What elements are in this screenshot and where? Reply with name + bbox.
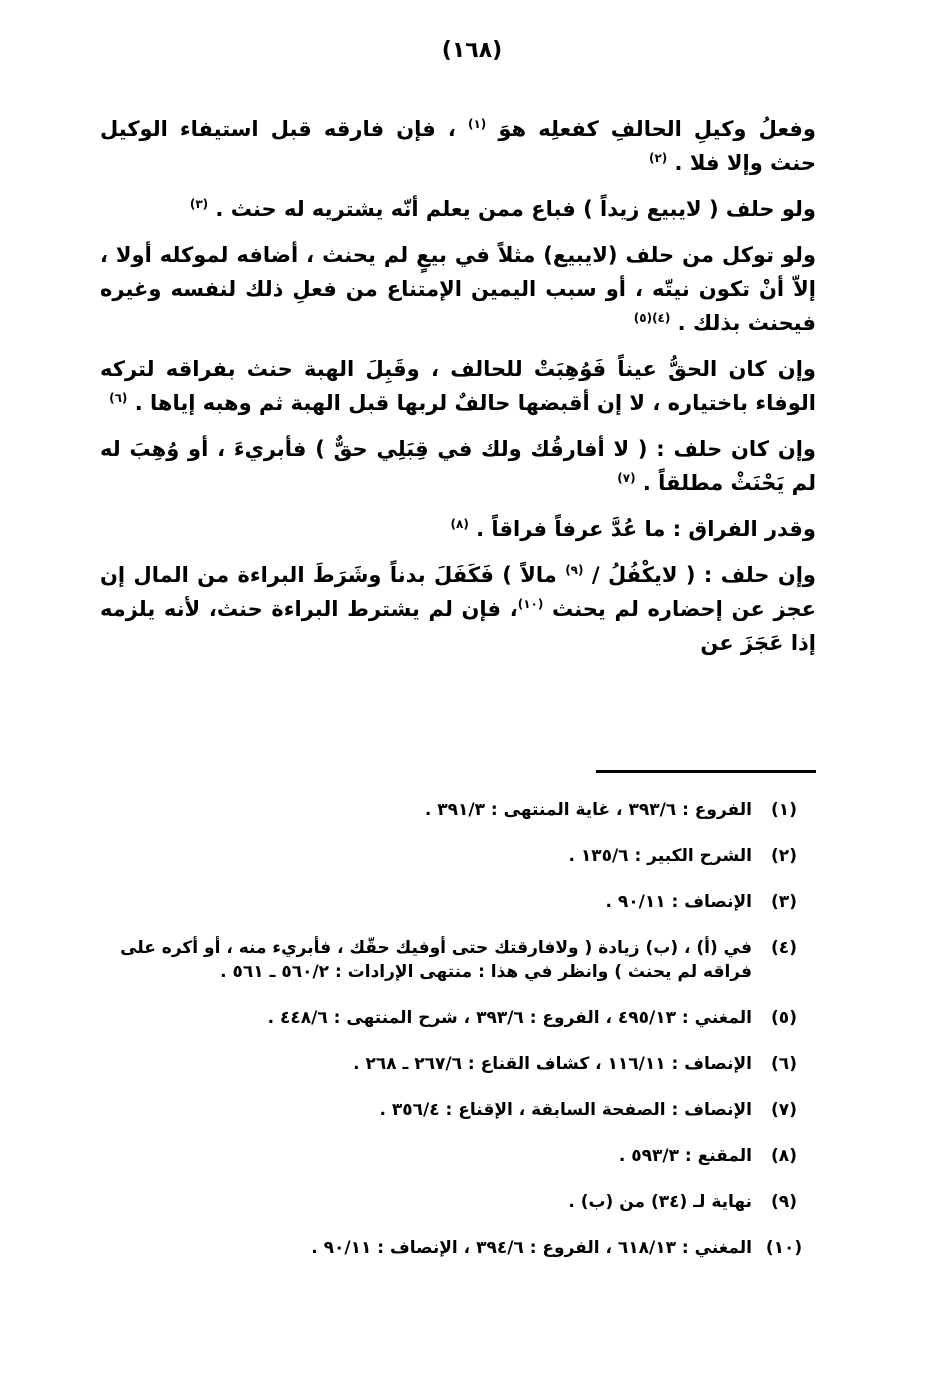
footnote-reference: (٢): [648, 151, 668, 165]
footnote-reference: (١٠): [517, 597, 544, 611]
paragraph: [100, 352, 816, 420]
paragraph: [100, 432, 816, 500]
footnote-number: (٢): [771, 846, 797, 866]
footnote: [100, 798, 816, 822]
paragraph-text: وإن حلف : ( لايكْفُلُ /: [583, 563, 816, 587]
footnote-text: الشرح الكبير : ١٣٥/٦ .: [568, 846, 752, 866]
footnote-text: في (أ) ، (ب) زيادة ( ولافارقتك حتى أوفيك حقّك ، فأبريء منه ، أو أكره على فراقه لم يحنث ) وانظر في هذا : منتهى الإرادات : ٥٦٠/٢ ـ ٥٦١ .: [120, 938, 752, 982]
paragraph: [100, 192, 816, 226]
footnote: [100, 1236, 816, 1260]
footnote-number: (١): [771, 800, 797, 820]
paragraph-text: مالاً ) فَكَفَلَ بدناً وشَرَطَ البراءة من المال إن عجز عن إحضاره لم يحنث: [100, 563, 816, 621]
paragraph: [100, 238, 816, 340]
footnote: [100, 890, 816, 914]
footnote: [100, 936, 816, 984]
footnote-number: (٦): [771, 1054, 797, 1074]
footnote-reference: (٤)(٥): [633, 311, 671, 325]
footnote: [100, 1190, 816, 1214]
footnote: [100, 844, 816, 868]
paragraph: [100, 112, 816, 180]
footnote-text: الإنصاف : ١١٦/١١ ، كشاف القناع : ٢٦٧/٦ ـ ٢٦٨ .: [353, 1054, 752, 1074]
footnote: [100, 1006, 816, 1030]
paragraph: [100, 512, 816, 546]
footnote-number: (٣): [771, 892, 797, 912]
footnote-number: (٥): [771, 1008, 797, 1028]
paragraph: [100, 558, 816, 660]
paragraph-text: وفعلُ وكيلِ الحالفِ كفعلِه هوَ: [486, 117, 816, 141]
footnote: [100, 1144, 816, 1168]
paragraph-text: وقدر الفراق : ما عُدَّ عرفاً فراقاً .: [468, 517, 816, 541]
footnote-number: (٧): [771, 1100, 797, 1120]
footnote-number: (٨): [771, 1146, 797, 1166]
footnote-text: المغني : ٤٩٥/١٣ ، الفروع : ٣٩٣/٦ ، شرح المنتهى : ٤٤٨/٦ .: [267, 1008, 752, 1028]
page-number: (١٦٨): [441, 38, 503, 63]
footnote-text: نهاية لـ (٣٤) من (ب) .: [568, 1192, 752, 1212]
footnote-reference: (١): [467, 117, 487, 131]
paragraph-text: ، فإن لم يشترط البراءة حنث، لأنه يلزمه إذا عَجَزَ عن: [100, 597, 816, 655]
footnote-number: (٩): [771, 1192, 797, 1212]
footnote-number: (٤): [771, 938, 797, 958]
footnote-text: الإنصاف : الصفحة السابقة ، الإقناع : ٣٥٦/٤ .: [379, 1100, 752, 1120]
footnotes-list: [100, 798, 816, 1282]
paragraph-text: ، فإن فارقه قبل استيفاء الوكيل حنث وإلا فلا .: [100, 117, 816, 175]
footnote-reference: (٩): [565, 563, 584, 577]
footnote: [100, 1098, 816, 1122]
paragraph-text: وإن كان الحقُّ عيناً فَوُهِبَتْ للحالف ، وقَبِلَ الهبة حنث بفراقه لتركه الوفاء باختياره ، لا إن أقبضها حالفٌ لربها قبل الهبة ثم وهبه إياها .: [100, 357, 816, 415]
footnote-reference: (٧): [617, 471, 636, 485]
footnote-reference: (٨): [450, 517, 469, 531]
footnote-reference: (٣): [189, 197, 209, 211]
footnote-reference: (٦): [109, 391, 128, 405]
paragraph-text: ولو حلف ( لايبيع زيداً ) فباع ممن يعلم أنّه يشتريه له حنث .: [208, 197, 816, 221]
footnote-text: الفروع : ٣٩٣/٦ ، غاية المنتهى : ٣٩١/٣ .: [424, 800, 752, 820]
footnote-text: المقنع : ٥٩٣/٣ .: [618, 1146, 752, 1166]
footnote-text: المغني : ٦١٨/١٣ ، الفروع : ٣٩٤/٦ ، الإنصاف : ٩٠/١١ .: [311, 1238, 752, 1258]
main-text: [100, 112, 816, 672]
paragraph-text: ولو توكل من حلف (لايبيع) مثلاً في بيعٍ لم يحنث ، أضافه لموكله أولا ، إلاّ أنْ تكون نيتّه ، أو سبب اليمين الإمتناع من فعلِ ذلك لنفسه وغيره فيحنث بذلك .: [100, 243, 816, 335]
footnote-number: (١٠): [765, 1238, 803, 1258]
footnote-text: الإنصاف : ٩٠/١١ .: [605, 892, 752, 912]
footnote-separator: [596, 770, 816, 773]
footnote: [100, 1052, 816, 1076]
paragraph-text: وإن كان حلف : ( لا أفارقُك ولك في قِبَلِي حقٌّ ) فأبريءَ ، أو وُهِبَ له لم يَحْنَثْ مطلقاً .: [100, 437, 816, 495]
